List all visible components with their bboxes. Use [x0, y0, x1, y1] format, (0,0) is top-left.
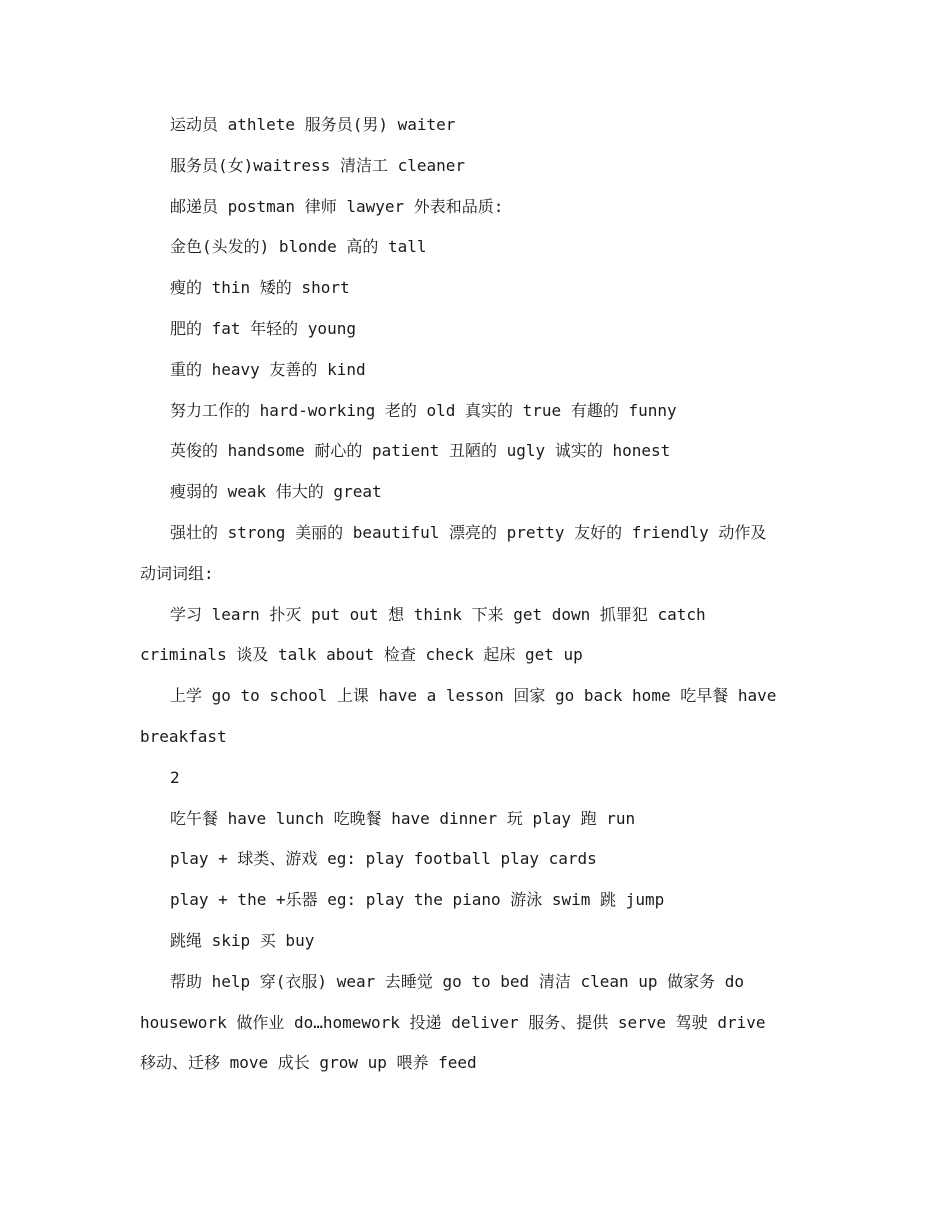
text-line: 英俊的 handsome 耐心的 patient 丑陋的 ugly 诚实的 honest	[170, 441, 671, 461]
text-line: play + 球类、游戏 eg: play football play cards	[170, 849, 597, 869]
text-line: 肥的 fat 年轻的 young	[170, 318, 356, 338]
text-line: 学习 learn 扑灭 put out 想 think 下来 get down 抓罪犯 catch	[170, 604, 706, 624]
text-line: 帮助 help 穿(衣服) wear 去睡觉 go to bed 清洁 clean up 做家务 do	[170, 971, 745, 991]
text-line: 努力工作的 hard-working 老的 old 真实的 true 有趣的 funny	[170, 400, 677, 420]
text-line: 移动、迁移 move 成长 grow up 喂养 feed	[140, 1053, 477, 1073]
text-line: breakfast	[140, 726, 227, 746]
text-line: 瘦的 thin 矮的 short	[170, 278, 350, 298]
text-line: 邮递员 postman 律师 lawyer 外表和品质:	[170, 196, 504, 216]
document-body	[140, 108, 805, 1087]
text-line: 吃午餐 have lunch 吃晚餐 have dinner 玩 play 跑 run	[170, 808, 636, 828]
text-line: 动词词组:	[140, 563, 214, 583]
page-number: 2	[170, 767, 180, 787]
text-line: 重的 heavy 友善的 kind	[170, 359, 366, 379]
text-line: 瘦弱的 weak 伟大的 great	[170, 482, 382, 502]
text-line: play + the +乐器 eg: play the piano 游泳 swim 跳 jump	[170, 890, 665, 910]
text-line: 强壮的 strong 美丽的 beautiful 漂亮的 pretty 友好的 friendly 动作及	[170, 522, 767, 542]
text-line: housework 做作业 do…homework 投递 deliver 服务、提供 serve 驾驶 drive	[140, 1012, 766, 1032]
text-line: criminals 谈及 talk about 检查 check 起床 get up	[140, 645, 583, 665]
text-line: 运动员 athlete 服务员(男) waiter	[170, 115, 456, 134]
text-line: 上学 go to school 上课 have a lesson 回家 go back home 吃早餐 have	[170, 686, 777, 706]
text-line: 服务员(女)waitress 清洁工 cleaner	[170, 155, 466, 175]
text-line: 金色(头发的) blonde 高的 tall	[170, 237, 427, 257]
text-line: 跳绳 skip 买 buy	[170, 930, 315, 950]
